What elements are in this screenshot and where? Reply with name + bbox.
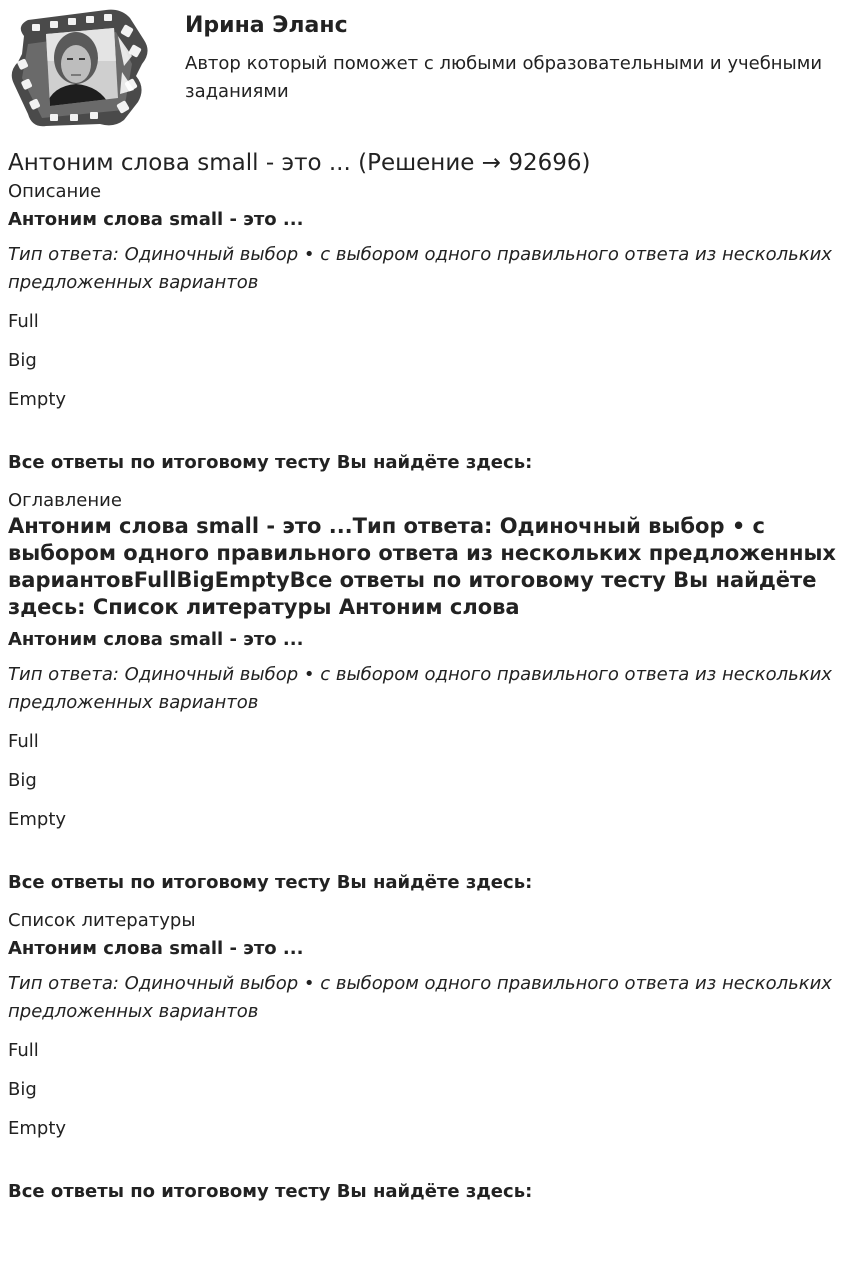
answer-option: Big <box>8 350 37 371</box>
answer-option: Empty <box>8 1118 67 1139</box>
answer-option: Empty <box>8 389 67 410</box>
toc-text: Антоним слова small - это ...Тип ответа: Одиночный выбор • с выбором одного правильного ответа из нескольких предложенных вариантовFullBigEmptyВсе ответы по итоговому тесту Вы найдёте здесь: Список литературы Антоним слова <box>8 514 836 619</box>
answer-option: Full <box>8 1040 39 1061</box>
author-description: Автор который поможет с любыми образовательными и учебными заданиями <box>185 53 823 102</box>
answer-type: Тип ответа: Одиночный выбор • с выбором одного правильного ответа из нескольких предложенных вариантов <box>8 664 832 713</box>
all-answers-text: Все ответы по итоговому тесту Вы найдёте здесь: <box>8 1181 533 1202</box>
page-title: Антоним слова small - это ... (Решение → 92696) <box>8 150 591 176</box>
author-header <box>0 0 847 140</box>
all-answers-text: Все ответы по итоговому тесту Вы найдёте здесь: <box>8 872 533 893</box>
author-name: Ирина Эланс <box>185 13 348 38</box>
question-text: Антоним слова small - это ... <box>8 629 304 650</box>
answer-type: Тип ответа: Одиночный выбор • с выбором одного правильного ответа из нескольких предложенных вариантов <box>8 973 832 1022</box>
answer-type: Тип ответа: Одиночный выбор • с выбором одного правильного ответа из нескольких предложенных вариантов <box>8 244 832 293</box>
answer-option: Big <box>8 770 37 791</box>
references-section <box>8 909 838 1204</box>
answer-option: Full <box>8 311 39 332</box>
author-avatar <box>6 6 151 130</box>
toc-label: Оглавление <box>8 490 122 511</box>
description-label: Описание <box>8 181 102 202</box>
toc-section <box>8 489 838 895</box>
references-label: Список литературы <box>8 910 196 931</box>
answer-option: Empty <box>8 809 67 830</box>
description-section <box>8 180 838 475</box>
question-text: Антоним слова small - это ... <box>8 938 304 959</box>
main-content <box>8 146 838 1218</box>
answer-option: Big <box>8 1079 37 1100</box>
question-text: Антоним слова small - это ... <box>8 209 304 230</box>
all-answers-text: Все ответы по итоговому тесту Вы найдёте здесь: <box>8 452 533 473</box>
answer-option: Full <box>8 731 39 752</box>
